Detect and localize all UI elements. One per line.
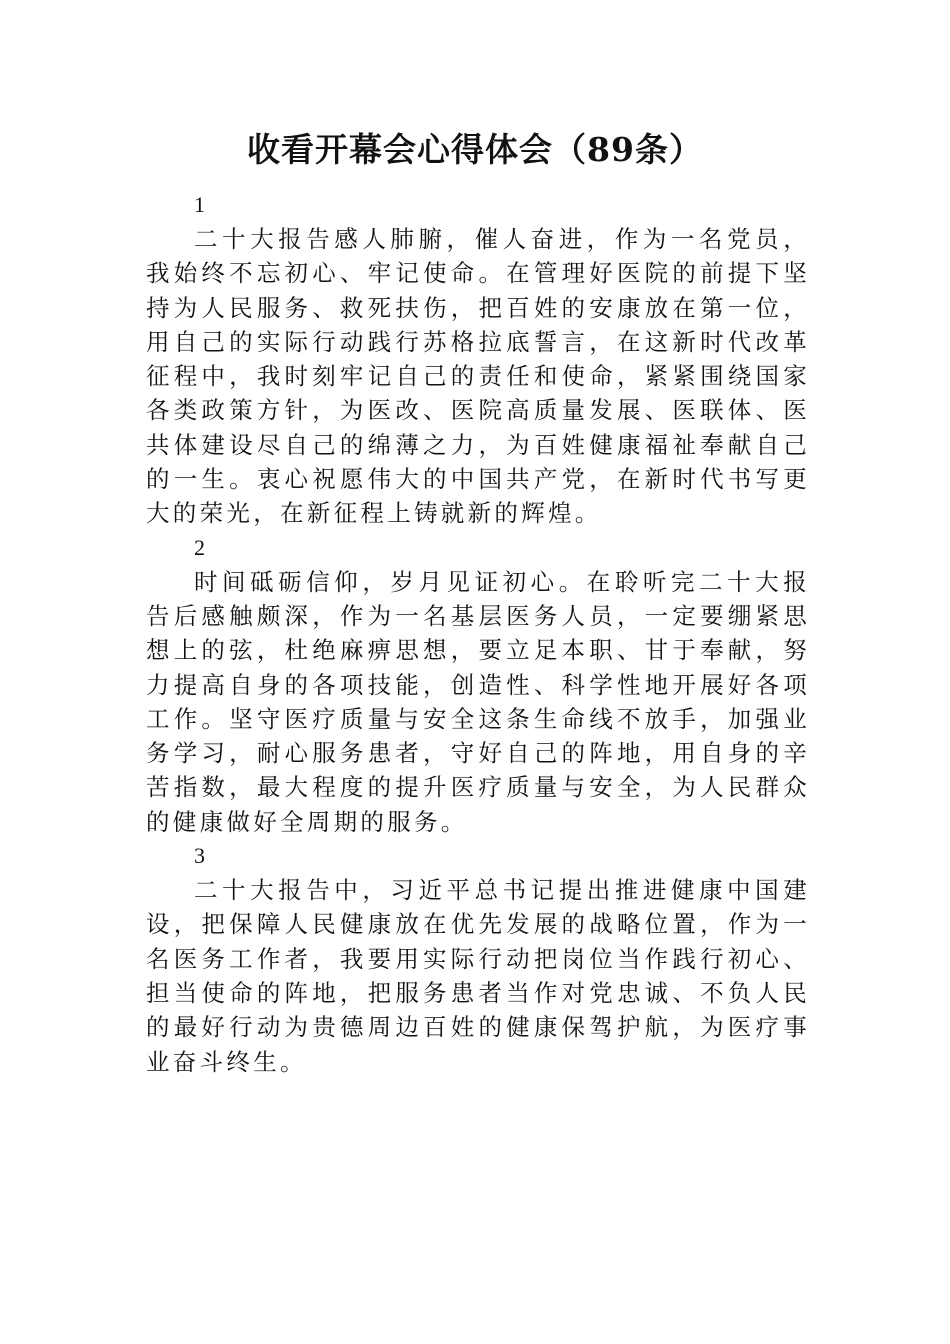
section-paragraph-2: 时间砥砺信仰，岁月见证初心。在聆听完二十大报告后感触颇深，作为一名基层医务人员，一定要绷紧思想上的弦，杜绝麻痹思想，要立足本职、甘于奉献，努力提高自身的各项技能，创造性、科学性地开展好各项工作。坚守医疗质量与安全这条生命线不放手，加强业务学习，耐心服务患者，守好自己的阵地，用自身的辛苦指数，最大程度的提升医疗质量与安全，为人民群众的健康做好全周期的服务。 <box>146 567 810 836</box>
document-body <box>146 188 810 1079</box>
section-number-3: 3 <box>194 843 205 869</box>
section-paragraph-3: 二十大报告中，习近平总书记提出推进健康中国建设，把保障人民健康放在优先发展的战略位置，作为一名医务工作者，我要用实际行动把岗位当作践行初心、担当使命的阵地，把服务患者当作对党忠诚、不负人民的最好行动为贵德周边百姓的健康保驾护航，为医疗事业奋斗终生。 <box>146 876 810 1076</box>
section-paragraph-1: 二十大报告感人肺腑，催人奋进，作为一名党员，我始终不忘初心、牢记使命。在管理好医院的前提下坚持为人民服务、救死扶伤，把百姓的安康放在第一位，用自己的实际行动践行苏格拉底誓言，在这新时代改革征程中，我时刻牢记自己的责任和使命，紧紧围绕国家各类政策方针，为医改、医院高质量发展、医联体、医共体建设尽自己的绵薄之力，为百姓健康福祉奉献自己的一生。衷心祝愿伟大的中国共产党，在新时代书写更大的荣光，在新征程上铸就新的辉煌。 <box>146 225 810 528</box>
section-number-1: 1 <box>194 192 205 217</box>
document-title: 收看开幕会心得体会（89条） <box>247 130 703 169</box>
section-number-2: 2 <box>194 534 205 560</box>
